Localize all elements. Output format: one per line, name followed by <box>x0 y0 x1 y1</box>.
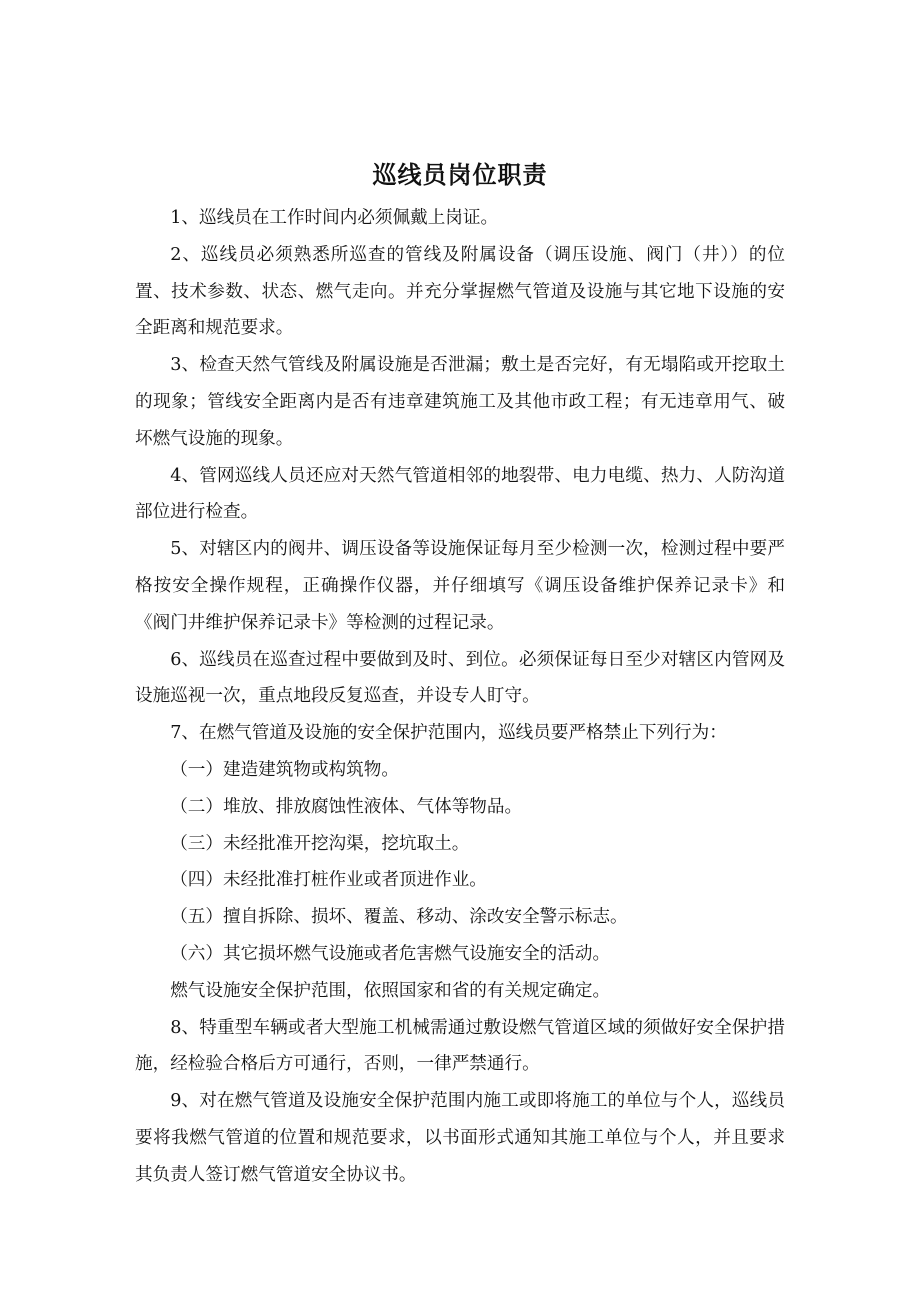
paragraph-1: 1、巡线员在工作时间内必须佩戴上岗证。 <box>170 208 499 228</box>
document-body <box>135 200 785 1194</box>
paragraph-2: 2、巡线员必须熟悉所巡查的管线及附属设备（调压设施、阀门（井））的位置、技术参数、状态、燃气走向。并充分掌握燃气管道及设施与其它地下设施的安全距离和规范要求。 <box>135 244 785 339</box>
document-title: 巡线员岗位职责 <box>372 161 548 189</box>
prohibited-item-3: （三）未经批准开挖沟渠，挖坑取土。 <box>170 833 470 854</box>
paragraph-8: 8、特重型车辆或者大型施工机械需通过敷设燃气管道区域的须做好安全保护措施，经检验合格后方可通行，否则，一律严禁通行。 <box>135 1017 785 1075</box>
paragraph-6: 6、巡线员在巡查过程中要做到及时、到位。必须保证每日至少对辖区内管网及设施巡视一次，重点地段反复巡查，并设专人盯守。 <box>135 649 785 707</box>
protection-scope-note: 燃气设施安全保护范围，依照国家和省的有关规定确定。 <box>170 980 611 1001</box>
prohibited-item-2: （二）堆放、排放腐蚀性液体、气体等物品。 <box>170 796 523 817</box>
paragraph-4: 4、管网巡线人员还应对天然气管道相邻的地裂带、电力电缆、热力、人防沟道部位进行检查。 <box>135 465 785 523</box>
prohibited-item-5: （五）擅自拆除、损坏、覆盖、移动、涂改安全警示标志。 <box>170 907 628 928</box>
paragraph-9: 9、对在燃气管道及设施安全保护范围内施工或即将施工的单位与个人，巡线员要将我燃气管道的位置和规范要求，以书面形式通知其施工单位与个人，并且要求其负责人签订燃气管道安全协议书。 <box>135 1091 785 1185</box>
prohibited-item-6: （六）其它损坏燃气设施或者危害燃气设施安全的活动。 <box>170 943 611 964</box>
prohibited-item-1: （一）建造建筑物或构筑物。 <box>170 759 399 780</box>
paragraph-3: 3、检查天然气管线及附属设施是否泄漏；敷土是否完好，有无塌陷或开挖取土的现象；管线安全距离内是否有违章建筑施工及其他市政工程；有无违章用气、破坏燃气设施的现象。 <box>135 355 785 449</box>
prohibited-item-4: （四）未经批准打桩作业或者顶进作业。 <box>170 870 487 891</box>
paragraph-5: 5、对辖区内的阀井、调压设备等设施保证每月至少检测一次，检测过程中要严格按安全操作规程，正确操作仪器，并仔细填写《调压设备维护保养记录卡》和《阀门井维护保养记录卡》等检测的过程记录。 <box>135 539 785 633</box>
paragraph-7: 7、在燃气管道及设施的安全保护范围内，巡线员要严格禁止下列行为： <box>170 723 727 744</box>
